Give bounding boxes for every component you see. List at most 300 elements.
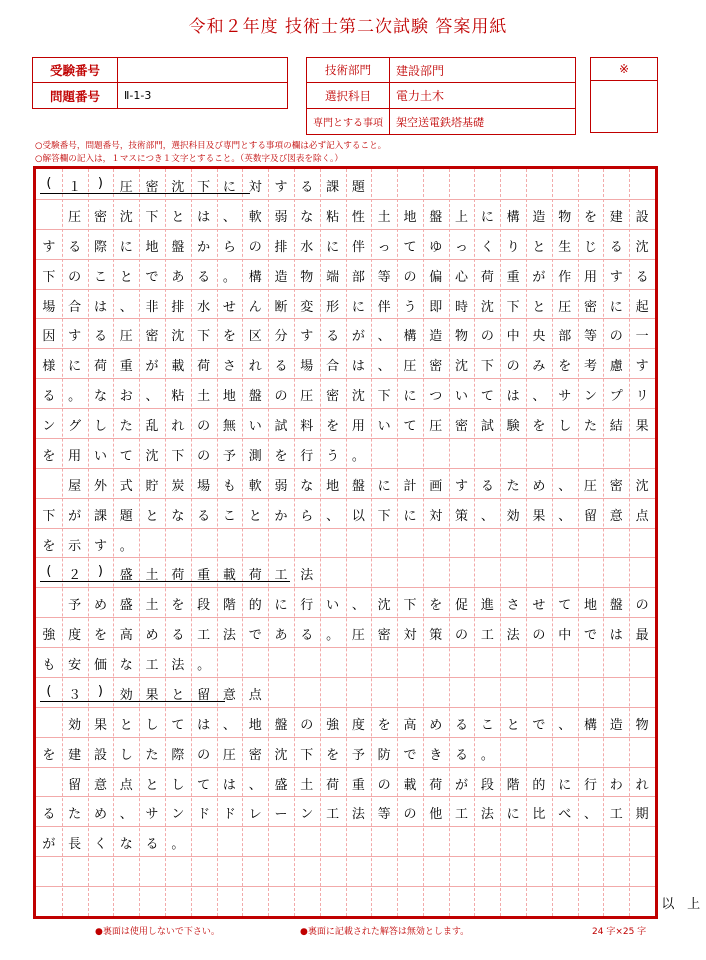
answer-char: の xyxy=(248,239,262,255)
answer-char: は xyxy=(222,777,236,793)
answer-char: リ xyxy=(635,389,649,405)
answer-char: で xyxy=(248,628,262,644)
answer-char: 生 xyxy=(558,239,572,255)
answer-char: ン xyxy=(584,389,598,405)
answer-char: 盛 xyxy=(119,598,133,614)
answer-char: 中 xyxy=(558,628,572,644)
answer-char: 。 xyxy=(351,448,365,464)
grid-row-line xyxy=(36,796,655,797)
answer-char: に xyxy=(68,359,82,375)
answer-char: て xyxy=(171,717,185,733)
answer-char: 水 xyxy=(300,239,314,255)
page-title: 令和２年度 技術士第二次試験 答案用紙 xyxy=(188,17,508,37)
answer-char: 法 xyxy=(300,568,314,584)
answer-char: せ xyxy=(222,299,236,315)
answer-char: 下 xyxy=(197,180,211,195)
grid-row-line xyxy=(36,289,655,290)
answer-char: 起 xyxy=(635,299,649,315)
answer-char: し xyxy=(558,419,572,435)
answer-char: 用 xyxy=(68,448,82,464)
department-value[interactable]: 建設部門 xyxy=(390,58,576,83)
answer-char: の xyxy=(480,329,494,345)
answer-char: 圧 xyxy=(119,329,133,345)
answer-char: 、 xyxy=(222,209,236,225)
answer-char: 意 xyxy=(609,508,623,524)
answer-char: 長 xyxy=(68,837,82,853)
answer-char: す xyxy=(274,180,288,195)
answer-char: 粘 xyxy=(326,209,340,225)
footer-note-left: ●裏面は使用しないで下さい。 xyxy=(95,927,220,937)
answer-char: 効 xyxy=(119,687,133,703)
answer-char: に xyxy=(506,807,520,823)
answer-char: が xyxy=(455,777,469,793)
answer-char: の xyxy=(532,628,546,644)
answer-char: 沈 xyxy=(119,209,133,225)
answer-char: き xyxy=(429,747,443,763)
answer-char: 、 xyxy=(558,508,572,524)
answer-char: 防 xyxy=(377,747,391,763)
answer-char: 課 xyxy=(93,508,107,524)
answer-char: 料 xyxy=(300,419,314,435)
answer-char: じ xyxy=(584,239,598,255)
answer-char: も xyxy=(42,658,56,674)
office-use-box xyxy=(590,57,658,133)
answer-char: 排 xyxy=(171,299,185,315)
answer-char: て xyxy=(403,419,417,435)
answer-char: ド xyxy=(222,807,236,823)
answer-char: 盤 xyxy=(351,478,365,494)
answer-char: い xyxy=(248,419,262,435)
answer-char: 屋 xyxy=(68,478,82,494)
answer-char: か xyxy=(274,508,288,524)
answer-char: 密 xyxy=(609,478,623,494)
answer-char: 。 xyxy=(171,837,185,853)
answer-char: め xyxy=(532,478,546,494)
answer-char: 荷 xyxy=(171,568,185,584)
answer-char: 沈 xyxy=(351,389,365,405)
answer-char: 慮 xyxy=(609,359,623,375)
answer-char: 意 xyxy=(222,687,236,703)
grid-row-line xyxy=(36,408,655,409)
answer-char: 一 xyxy=(635,329,649,345)
answer-char: 荷 xyxy=(248,568,262,584)
answer-char: を xyxy=(222,329,236,345)
answer-char: 行 xyxy=(300,448,314,464)
answer-char: サ xyxy=(558,389,572,405)
answer-char: 効 xyxy=(68,717,82,733)
answer-char: い xyxy=(326,598,340,614)
answer-char: で xyxy=(584,628,598,644)
answer-char: れ xyxy=(635,777,649,793)
answer-char: 示 xyxy=(68,538,82,554)
answer-char: と xyxy=(171,209,185,225)
answer-char: を xyxy=(326,747,340,763)
answer-char: 端 xyxy=(326,269,340,285)
answer-char: ら xyxy=(300,508,314,524)
department-label: 技術部門 xyxy=(307,58,390,83)
answer-char: る xyxy=(274,359,288,375)
answer-char: 上 xyxy=(455,209,469,225)
answer-char: 果 xyxy=(145,687,159,703)
answer-char: 分 xyxy=(274,329,288,345)
answer-char: 題 xyxy=(119,508,133,524)
answer-char: 造 xyxy=(609,717,623,733)
answer-char: 沈 xyxy=(480,299,494,315)
answer-char: ン xyxy=(171,807,185,823)
answer-char: す xyxy=(609,269,623,285)
answer-char: を xyxy=(274,448,288,464)
answer-char: に xyxy=(222,180,236,195)
answer-char: す xyxy=(42,239,56,255)
grid-row-line xyxy=(36,438,655,439)
answer-char: 区 xyxy=(248,329,262,345)
answer-char: 対 xyxy=(248,180,262,195)
answer-char: 果 xyxy=(93,717,107,733)
answer-char: 構 xyxy=(506,209,520,225)
answer-char: っ xyxy=(455,239,469,255)
answer-char: ( xyxy=(46,683,52,699)
answer-char: 盤 xyxy=(248,389,262,405)
grid-row-line xyxy=(36,826,655,827)
grid-row-line xyxy=(36,767,655,768)
answer-char: み xyxy=(532,359,546,375)
answer-char: 、 xyxy=(248,777,262,793)
answer-char: 下 xyxy=(300,747,314,763)
answer-char: 密 xyxy=(429,359,443,375)
answer-char: 下 xyxy=(171,448,185,464)
answer-char: に xyxy=(326,239,340,255)
answer-char: は xyxy=(93,299,107,315)
heading-underline xyxy=(40,701,225,702)
answer-char: 工 xyxy=(274,568,288,584)
answer-char: 階 xyxy=(506,777,520,793)
answer-char: 圧 xyxy=(429,419,443,435)
answer-char: 土 xyxy=(145,598,159,614)
answer-char: な xyxy=(93,389,107,405)
answer-char: 物 xyxy=(455,329,469,345)
answer-char: 策 xyxy=(455,508,469,524)
answer-char: 意 xyxy=(93,777,107,793)
answer-char: 。 xyxy=(68,389,82,405)
answer-char: し xyxy=(93,419,107,435)
answer-char: プ xyxy=(609,389,623,405)
answer-char: の xyxy=(274,389,288,405)
answer-char: る xyxy=(93,329,107,345)
answer-char: 、 xyxy=(119,807,133,823)
answer-char: た xyxy=(119,419,133,435)
answer-char: 、 xyxy=(326,508,340,524)
answer-char: 土 xyxy=(377,209,391,225)
grid-row-line xyxy=(36,528,655,529)
answer-char: め xyxy=(145,628,159,644)
answer-char: 題 xyxy=(351,180,365,195)
footer-char-count: 24 字×25 字 xyxy=(592,927,647,937)
answer-char: 弱 xyxy=(274,209,288,225)
answer-char: 部 xyxy=(351,269,365,285)
answer-char: 沈 xyxy=(635,239,649,255)
answer-char: 法 xyxy=(171,658,185,674)
answer-char: う xyxy=(326,448,340,464)
answer-char: か xyxy=(197,239,211,255)
answer-char: な xyxy=(300,209,314,225)
answer-char: 上 xyxy=(687,897,701,913)
answer-char: 工 xyxy=(326,807,340,823)
answer-char: を xyxy=(429,598,443,614)
answer-char: く xyxy=(480,239,494,255)
answer-char: 法 xyxy=(351,807,365,823)
grid-row-line xyxy=(36,587,655,588)
answer-char: 式 xyxy=(119,478,133,494)
answer-char: 果 xyxy=(532,508,546,524)
answer-char: は xyxy=(197,717,211,733)
answer-char: 沈 xyxy=(145,448,159,464)
answer-char: 測 xyxy=(248,448,262,464)
answer-char: 下 xyxy=(42,508,56,524)
answer-char: 下 xyxy=(377,508,391,524)
answer-char: あ xyxy=(171,269,185,285)
answer-char: に xyxy=(377,478,391,494)
answer-char: 下 xyxy=(377,389,391,405)
answer-char: は xyxy=(351,359,365,375)
answer-char: は xyxy=(506,389,520,405)
answer-char: つ xyxy=(429,389,443,405)
grid-row-line xyxy=(36,498,655,499)
answer-char: も xyxy=(222,478,236,494)
answer-char: 盛 xyxy=(274,777,288,793)
answer-char: 、 xyxy=(351,598,365,614)
answer-char: べ xyxy=(558,807,572,823)
answer-char: た xyxy=(584,419,598,435)
answer-char: 様 xyxy=(42,359,56,375)
answer-char: 工 xyxy=(197,628,211,644)
question-number-label: 問題番号 xyxy=(33,83,118,109)
grid-row-line xyxy=(36,557,655,558)
answer-char: 留 xyxy=(68,777,82,793)
answer-char: 工 xyxy=(480,628,494,644)
footer-note-middle: ●裏面に記載された解答は無効とします。 xyxy=(300,927,470,937)
answer-char: 密 xyxy=(93,209,107,225)
answer-char: 構 xyxy=(584,717,598,733)
answer-char: を xyxy=(93,628,107,644)
answer-char: 荷 xyxy=(429,777,443,793)
answer-char: し xyxy=(145,717,159,733)
answer-char: っ xyxy=(377,239,391,255)
answer-char: を xyxy=(584,209,598,225)
answer-char: に xyxy=(558,777,572,793)
answer-char: る xyxy=(171,628,185,644)
grid-row-line xyxy=(36,886,655,887)
answer-char: 強 xyxy=(42,628,56,644)
answer-char: 設 xyxy=(93,747,107,763)
answer-char: 圧 xyxy=(403,359,417,375)
answer-char: た xyxy=(68,807,82,823)
answer-char: で xyxy=(532,717,546,733)
exam-number-cells[interactable] xyxy=(118,58,288,83)
answer-char: 性 xyxy=(351,209,365,225)
answer-char: 用 xyxy=(351,419,365,435)
answer-char: 行 xyxy=(300,598,314,614)
answer-char: 貯 xyxy=(145,478,159,494)
answer-char: ) xyxy=(97,564,103,580)
answer-char: 工 xyxy=(145,658,159,674)
answer-char: 物 xyxy=(635,717,649,733)
grid-row-line xyxy=(36,468,655,469)
answer-char: 場 xyxy=(197,478,211,494)
answer-char: る xyxy=(300,180,314,195)
answer-char: 対 xyxy=(429,508,443,524)
answer-char: 法 xyxy=(222,628,236,644)
answer-char: レ xyxy=(248,807,262,823)
answer-char: 地 xyxy=(248,717,262,733)
answer-char: 部 xyxy=(558,329,572,345)
answer-char: る xyxy=(197,508,211,524)
answer-char: は xyxy=(609,628,623,644)
answer-grid[interactable] xyxy=(33,166,701,919)
answer-char: 法 xyxy=(506,628,520,644)
answer-char: ２ xyxy=(68,568,82,584)
answer-char: 、 xyxy=(119,299,133,315)
specialty-value[interactable]: 架空送電鉄塔基礎 xyxy=(390,109,576,135)
answer-char: め xyxy=(93,598,107,614)
answer-char: る xyxy=(455,747,469,763)
answer-char: 下 xyxy=(403,598,417,614)
answer-char: 荷 xyxy=(197,359,211,375)
answer-char: こ xyxy=(222,508,236,524)
answer-char: 段 xyxy=(480,777,494,793)
answer-char: 試 xyxy=(274,419,288,435)
answer-char: せ xyxy=(532,598,546,614)
answer-char: 等 xyxy=(377,269,391,285)
answer-char: 物 xyxy=(300,269,314,285)
answer-char: 果 xyxy=(635,419,649,435)
answer-char: 結 xyxy=(609,419,623,435)
answer-char: す xyxy=(300,329,314,345)
answer-char: を xyxy=(377,717,391,733)
answer-char: ３ xyxy=(68,687,82,703)
answer-char: な xyxy=(300,478,314,494)
answer-char: 重 xyxy=(197,568,211,584)
subject-value[interactable]: 電力土木 xyxy=(390,83,576,109)
answer-char: 、 xyxy=(558,717,572,733)
answer-char: 考 xyxy=(584,359,598,375)
answer-char: 期 xyxy=(635,807,649,823)
answer-char: ン xyxy=(42,419,56,435)
answer-char: が xyxy=(351,329,365,345)
answer-char: 荷 xyxy=(326,777,340,793)
answer-char: る xyxy=(609,239,623,255)
answer-char: に xyxy=(403,508,417,524)
answer-char: 予 xyxy=(68,598,82,614)
answer-char: い xyxy=(93,448,107,464)
answer-char: わ xyxy=(609,777,623,793)
answer-char: と xyxy=(119,717,133,733)
answer-char: す xyxy=(455,478,469,494)
answer-char: に xyxy=(480,209,494,225)
answer-char: 留 xyxy=(584,508,598,524)
answer-char: 排 xyxy=(274,239,288,255)
answer-char: ) xyxy=(97,683,103,699)
answer-char: 地 xyxy=(326,478,340,494)
answer-char: 伴 xyxy=(351,239,365,255)
answer-char: る xyxy=(326,329,340,345)
answer-char: 行 xyxy=(584,777,598,793)
answer-char: れ xyxy=(171,419,185,435)
answer-char: 密 xyxy=(145,329,159,345)
answer-char: 他 xyxy=(429,807,443,823)
answer-char: 下 xyxy=(480,359,494,375)
answer-char: い xyxy=(455,389,469,405)
grid-row-line xyxy=(36,737,655,738)
grid-row-line xyxy=(36,647,655,648)
answer-char: 計 xyxy=(403,478,417,494)
answer-char: 合 xyxy=(326,359,340,375)
answer-char: る xyxy=(145,837,159,853)
answer-char: 炭 xyxy=(171,478,185,494)
answer-char: を xyxy=(42,538,56,554)
answer-char: グ xyxy=(68,419,82,435)
answer-char: 中 xyxy=(506,329,520,345)
answer-char: 強 xyxy=(326,717,340,733)
answer-char: 沈 xyxy=(377,598,391,614)
answer-char: 粘 xyxy=(171,389,185,405)
answer-char: 央 xyxy=(532,329,546,345)
answer-char: と xyxy=(145,777,159,793)
grid-row-line xyxy=(36,677,655,678)
answer-char: 心 xyxy=(455,269,469,285)
answer-char: 法 xyxy=(480,807,494,823)
answer-char: 最 xyxy=(635,628,649,644)
answer-char: 変 xyxy=(300,299,314,315)
answer-char: る xyxy=(68,239,82,255)
answer-char: 促 xyxy=(455,598,469,614)
answer-char: の xyxy=(403,807,417,823)
answer-char: 荷 xyxy=(93,359,107,375)
answer-char: と xyxy=(532,239,546,255)
answer-char: 密 xyxy=(326,389,340,405)
answer-char: ン xyxy=(300,807,314,823)
answer-char: と xyxy=(532,299,546,315)
answer-char: 、 xyxy=(377,329,391,345)
answer-char: の xyxy=(300,717,314,733)
answer-char: 造 xyxy=(532,209,546,225)
answer-char: の xyxy=(455,628,469,644)
answer-char: さ xyxy=(222,359,236,375)
answer-char: 際 xyxy=(171,747,185,763)
answer-char: 無 xyxy=(222,419,236,435)
exam-number-label: 受験番号 xyxy=(33,58,118,83)
answer-char: と xyxy=(506,717,520,733)
answer-char: 下 xyxy=(42,269,56,285)
answer-char: 地 xyxy=(584,598,598,614)
answer-char: 用 xyxy=(584,269,598,285)
answer-char: を xyxy=(42,747,56,763)
answer-char: 、 xyxy=(532,389,546,405)
answer-char: り xyxy=(506,239,520,255)
answer-char: 以 xyxy=(661,897,675,913)
question-number-value[interactable]: Ⅱ-1-3 xyxy=(118,83,288,109)
answer-char: と xyxy=(171,687,185,703)
answer-char: な xyxy=(171,508,185,524)
answer-char: 予 xyxy=(351,747,365,763)
answer-char: し xyxy=(119,747,133,763)
answer-char: 対 xyxy=(403,628,417,644)
note-2: ○解答欄の記入は，１マスにつき１文字とすること。（英数字及び図表を除く。） xyxy=(35,154,343,164)
answer-char: 等 xyxy=(584,329,598,345)
answer-char: ( xyxy=(46,176,52,191)
answer-char: 沈 xyxy=(171,180,185,195)
answer-char: 地 xyxy=(145,239,159,255)
answer-char: に xyxy=(274,598,288,614)
